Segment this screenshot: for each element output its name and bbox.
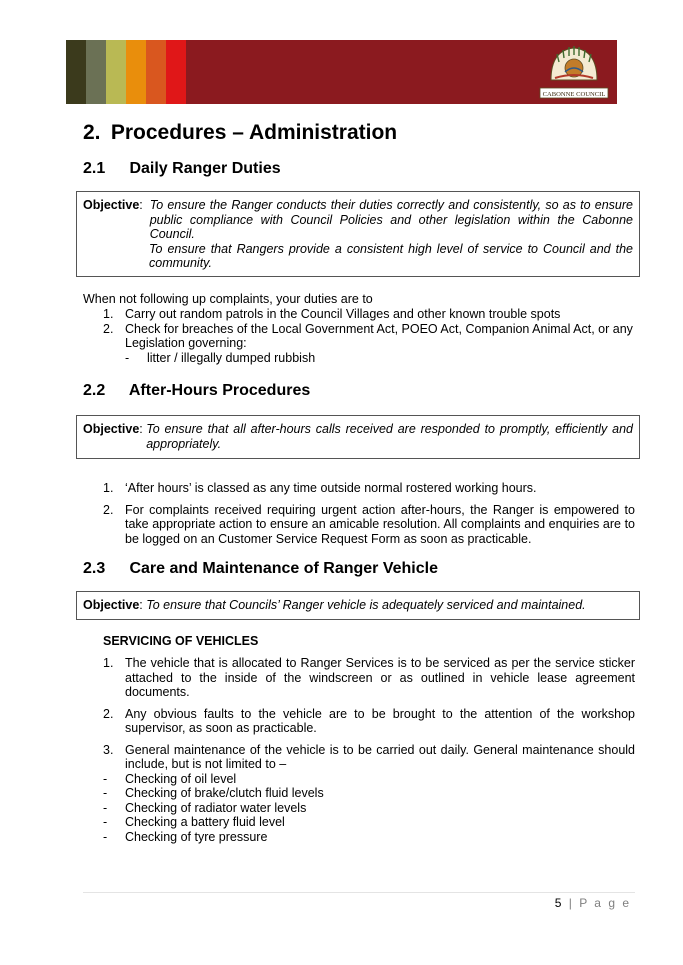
page-number: 5 [554,896,564,910]
header-banner [66,40,617,104]
sub-list-item: - Checking of radiator water levels [103,800,307,815]
sub-list-item: - Checking of oil level [103,771,237,786]
header-stripe [146,40,166,104]
section-title: Procedures – Administration [110,121,398,144]
objective-label: Objective [83,198,140,212]
subsection-heading-2-2 [83,382,310,400]
sub-list-item: - Checking of brake/clutch fluid levels [103,786,324,800]
maintenance-checklist [103,772,635,845]
sub-list-item: - Checking a battery fluid level [103,815,285,829]
objective-text-2: To ensure that Rangers provide a consistent high level of service to Council and the community. [149,241,633,270]
duties-list [103,307,635,365]
page-footer [555,896,631,910]
objective-text: To ensure that all after-hours calls received are responded to promptly, efficiently and appropriately. [146,422,633,451]
page-separator: | [568,896,574,910]
footer-divider [83,892,635,893]
servicing-subheading: SERVICING OF VEHICLES [103,634,259,648]
section-heading [83,121,397,145]
subsection-title: Daily Ranger Duties [129,160,281,177]
page-label: P a g e [579,896,631,910]
subsection-title: Care and Maintenance of Ranger Vehicle [129,560,438,577]
objective-box-2-3: Objective : To ensure that Councils’ Ranger vehicle is adequately serviced and maintained. [76,591,640,620]
objective-box-2-1: Objective : To ensure the Ranger conducts their duties correctly and consistently, so as to ensure public compliance with Council Policies and other legislation within the Cabonne Council. To ensure that Rangers provide a consistent high level of service to Council and the community. [76,191,640,277]
section-number: 2. [83,121,101,144]
header-stripe [166,40,186,104]
list-item: 1. ‘After hours’ is classed as any time outside normal rostered working hours. [103,481,537,495]
header-stripe [66,40,86,104]
sub-list-item: - Checking of tyre pressure [103,829,268,844]
list-item: 2. Any obvious faults to the vehicle are to be brought to the attention of the workshop supervisor, as soon as practicable. [103,706,635,735]
after-hours-list [103,481,635,546]
list-item: 3. General maintenance of the vehicle is to be carried out daily. General maintenance should include, but is not limited to – [103,742,635,771]
subsection-number: 2.2 [83,382,106,399]
list-item: 1. Carry out random patrols in the Council Villages and other known trouble spots [103,307,561,321]
header-stripe [126,40,146,104]
list-item: 2. Check for breaches of the Local Government Act, POEO Act, Companion Animal Act, or any Legislation governing: [103,321,633,350]
header-stripe [86,40,106,104]
header-stripe [106,40,126,104]
objective-text: To ensure that Councils’ Ranger vehicle is adequately serviced and maintained. [146,598,586,612]
list-item: 1. The vehicle that is allocated to Ranger Services is to be serviced as per the service sticker attached to the inside of the windscreen or as outlined in vehicle lease agreement documents. [103,656,635,699]
list-item: 2. For complaints received requiring urgent action after-hours, the Ranger is empowered to take appropriate action to ensure an amicable resolution. All complaints and enquiries are to be logged on an Customer Service Request Form as soon as practicable. [103,502,635,546]
subsection-number: 2.3 [83,560,106,577]
subsection-number: 2.1 [83,160,106,177]
objective-box-2-2: Objective : To ensure that all after-hours calls received are responded to promptly, efficiently and appropriately. [76,415,640,459]
sub-list-item: - litter / illegally dumped rubbish [125,350,316,365]
subsection-title: After-Hours Procedures [128,382,311,399]
objective-label: Objective [83,422,140,436]
subsection-heading-2-3 [83,560,438,578]
logo-crest-icon [551,46,597,80]
objective-text: To ensure the Ranger conducts their duties correctly and consistently, so as to ensure public compliance with Council Policies and other legislation within the Cabonne Council. [149,198,633,241]
objective-text-first-line-start [150,198,633,242]
logo-text: CABONNE COUNCIL [542,91,606,98]
vehicle-list [103,656,635,844]
duties-intro: When not following up complaints, your duties are to [83,292,373,306]
subsection-heading-2-1 [83,160,281,178]
cabonne-council-logo [537,42,611,102]
objective-label: Objective [83,598,140,612]
